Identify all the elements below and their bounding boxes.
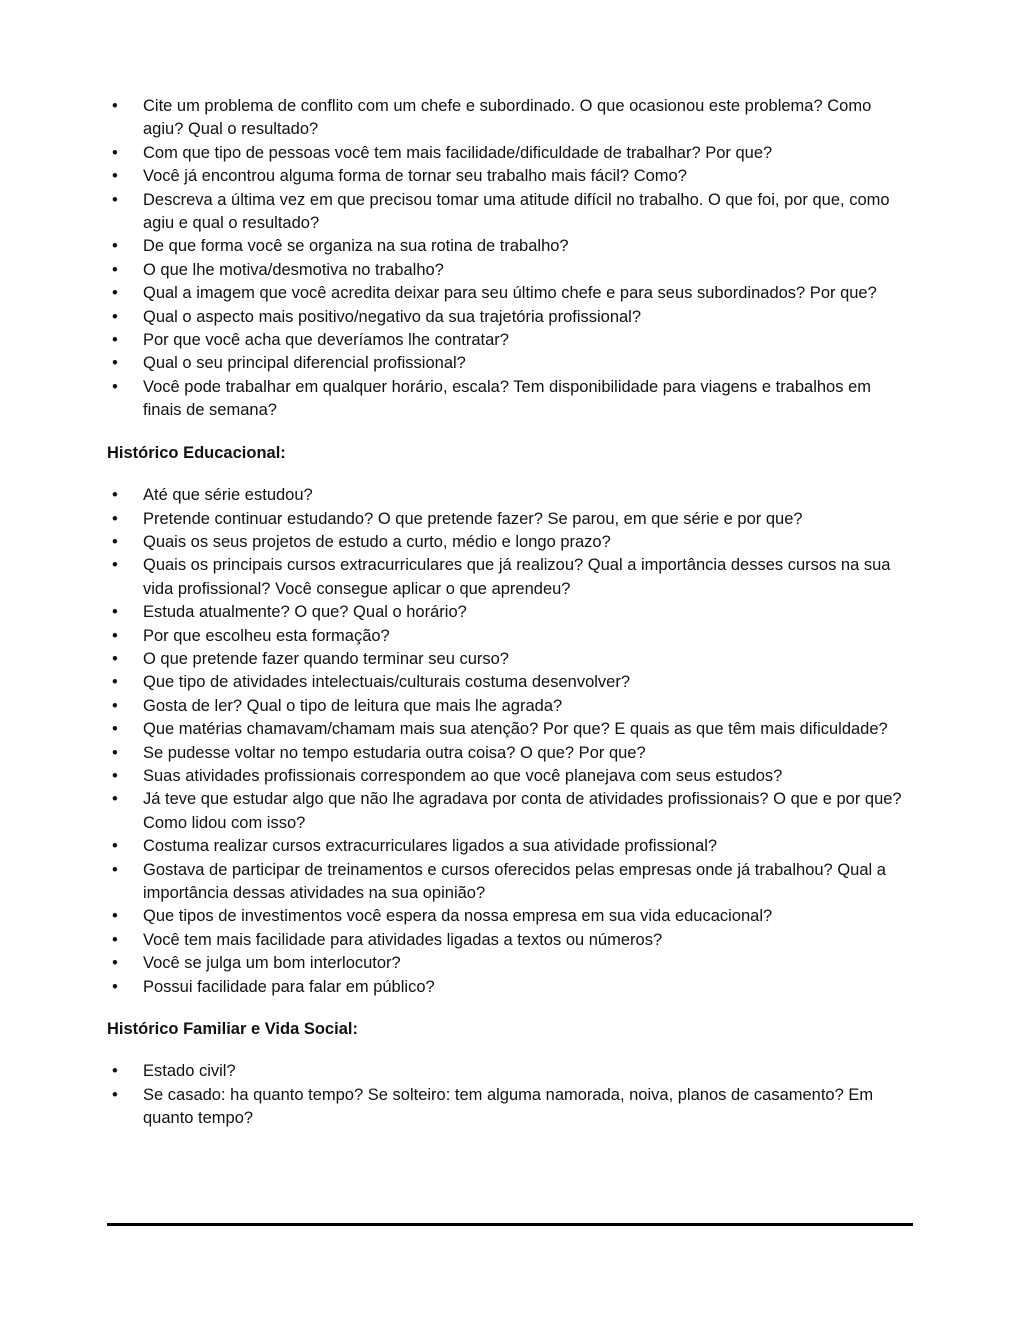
list-item-text: Pretende continuar estudando? O que pretende fazer? Se parou, em que série e por que?	[143, 509, 803, 528]
list-item	[107, 1084, 913, 1131]
bullet-icon: •	[112, 532, 118, 551]
bullet-icon: •	[112, 930, 118, 949]
bullet-icon: •	[112, 837, 118, 856]
list-item	[107, 259, 913, 282]
bullet-icon: •	[112, 907, 118, 926]
bullet-icon: •	[112, 331, 118, 350]
question-list-professional	[107, 95, 913, 423]
list-item-text: Por que escolheu esta formação?	[143, 626, 390, 645]
list-item	[107, 352, 913, 375]
list-item-text: Que tipo de atividades intelectuais/culturais costuma desenvolver?	[143, 673, 631, 692]
list-item-text: O que lhe motiva/desmotiva no trabalho?	[143, 260, 444, 279]
bullet-icon: •	[112, 377, 118, 396]
bullet-icon: •	[112, 977, 118, 996]
bullet-icon: •	[112, 860, 118, 879]
list-item-text: De que forma você se organiza na sua rotina de trabalho?	[143, 237, 569, 256]
list-item	[107, 601, 913, 624]
list-item	[107, 625, 913, 648]
list-item	[107, 508, 913, 531]
list-item	[107, 282, 913, 305]
list-item	[107, 306, 913, 329]
bullet-icon: •	[112, 720, 118, 739]
list-item	[107, 329, 913, 352]
list-item-text: Se casado: ha quanto tempo? Se solteiro: tem alguma namorada, noiva, planos de casamento? Em quanto tempo?	[143, 1085, 874, 1128]
list-item-text: Você se julga um bom interlocutor?	[143, 954, 401, 973]
list-item-text: Cite um problema de conflito com um chefe e subordinado. O que ocasionou este problema? Como agiu? Qual o resultado?	[143, 97, 872, 139]
list-item	[107, 235, 913, 258]
list-item	[107, 859, 913, 906]
list-item	[107, 531, 913, 554]
bullet-icon: •	[112, 307, 118, 326]
list-item	[107, 976, 913, 999]
list-item	[107, 376, 913, 423]
list-item-text: Já teve que estudar algo que não lhe agradava por conta de atividades profissionais? O que e por que? Como lidou com isso?	[143, 790, 902, 832]
list-item	[107, 554, 913, 601]
bullet-icon: •	[112, 1085, 118, 1104]
bullet-icon: •	[112, 354, 118, 373]
list-item	[107, 695, 913, 718]
list-item-text: Se pudesse voltar no tempo estudaria outra coisa? O que? Por que?	[143, 743, 646, 762]
document-page	[107, 95, 913, 1131]
list-item	[107, 788, 913, 835]
list-item	[107, 742, 913, 765]
list-item-text: Qual o seu principal diferencial profissional?	[143, 354, 466, 373]
bullet-icon: •	[112, 1062, 118, 1081]
list-item-text: Costuma realizar cursos extracurriculares ligados a sua atividade profissional?	[143, 837, 718, 856]
bullet-icon: •	[112, 284, 118, 303]
bullet-icon: •	[112, 766, 118, 785]
bullet-icon: •	[112, 486, 118, 505]
list-item-text: Quais os seus projetos de estudo a curto, médio e longo prazo?	[143, 532, 611, 551]
list-item	[107, 648, 913, 671]
list-item-text: Suas atividades profissionais correspondem ao que você planejava com seus estudos?	[143, 766, 783, 785]
bullet-icon: •	[112, 603, 118, 622]
bullet-icon: •	[112, 696, 118, 715]
list-item-text: Qual a imagem que você acredita deixar para seu último chefe e para seus subordinados? Por que?	[143, 284, 877, 303]
section-heading-family: Histórico Familiar e Vida Social:	[107, 1020, 358, 1039]
list-item-text: O que pretende fazer quando terminar seu curso?	[143, 649, 509, 668]
bullet-icon: •	[112, 649, 118, 668]
list-item	[107, 929, 913, 952]
bullet-icon: •	[112, 260, 118, 279]
section-heading-educational: Histórico Educacional:	[107, 443, 286, 462]
list-item-text: Por que você acha que deveríamos lhe contratar?	[143, 331, 509, 350]
list-item-text: Com que tipo de pessoas você tem mais facilidade/dificuldade de trabalhar? Por que?	[143, 143, 773, 162]
question-list-educational	[107, 484, 913, 999]
bullet-icon: •	[112, 673, 118, 692]
list-item-text: Quais os principais cursos extracurriculares que já realizou? Qual a importância desses cursos na sua vida profissional? Você consegue aplicar o que aprendeu?	[143, 556, 891, 598]
list-item	[107, 671, 913, 694]
list-item-text: Descreva a última vez em que precisou tomar uma atitude difícil no trabalho. O que foi, por que, como agiu e qual o resultado?	[143, 190, 890, 233]
bullet-icon: •	[112, 556, 118, 575]
list-item-text: Que matérias chamavam/chamam mais sua atenção? Por que? E quais as que têm mais dificuldade?	[143, 720, 888, 739]
bullet-icon: •	[112, 237, 118, 256]
list-item	[107, 905, 913, 928]
list-item	[107, 835, 913, 858]
list-item-text: Você tem mais facilidade para atividades ligadas a textos ou números?	[143, 930, 663, 949]
list-item	[107, 484, 913, 507]
list-item-text: Estado civil?	[143, 1062, 236, 1081]
list-item-text: Até que série estudou?	[143, 486, 313, 505]
list-item	[107, 1060, 913, 1083]
list-item-text: Você pode trabalhar em qualquer horário, escala? Tem disponibilidade para viagens e trabalhos em finais de semana?	[143, 377, 871, 420]
bullet-icon: •	[112, 190, 118, 209]
bullet-icon: •	[112, 167, 118, 186]
bullet-icon: •	[112, 954, 118, 973]
list-item	[107, 952, 913, 975]
list-item	[107, 165, 913, 188]
list-item	[107, 189, 913, 236]
list-item	[107, 142, 913, 165]
list-item	[107, 95, 913, 142]
list-item-text: Gostava de participar de treinamentos e cursos oferecidos pelas empresas onde já trabalhou? Qual a importância dessas atividades na sua opinião?	[143, 860, 886, 902]
bullet-icon: •	[112, 143, 118, 162]
bullet-icon: •	[112, 626, 118, 645]
list-item	[107, 718, 913, 741]
list-item-text: Possui facilidade para falar em público?	[143, 977, 435, 996]
list-item-text: Que tipos de investimentos você espera da nossa empresa em sua vida educacional?	[143, 907, 773, 926]
list-item-text: Você já encontrou alguma forma de tornar seu trabalho mais fácil? Como?	[143, 167, 687, 186]
bullet-icon: •	[112, 509, 118, 528]
bullet-icon: •	[112, 97, 118, 115]
question-list-family	[107, 1060, 913, 1130]
list-item-text: Gosta de ler? Qual o tipo de leitura que mais lhe agrada?	[143, 696, 563, 715]
footer-divider	[107, 1223, 913, 1226]
list-item	[107, 765, 913, 788]
bullet-icon: •	[112, 790, 118, 809]
bullet-icon: •	[112, 743, 118, 762]
list-item-text: Qual o aspecto mais positivo/negativo da sua trajetória profissional?	[143, 307, 642, 326]
list-item-text: Estuda atualmente? O que? Qual o horário?	[143, 603, 467, 622]
